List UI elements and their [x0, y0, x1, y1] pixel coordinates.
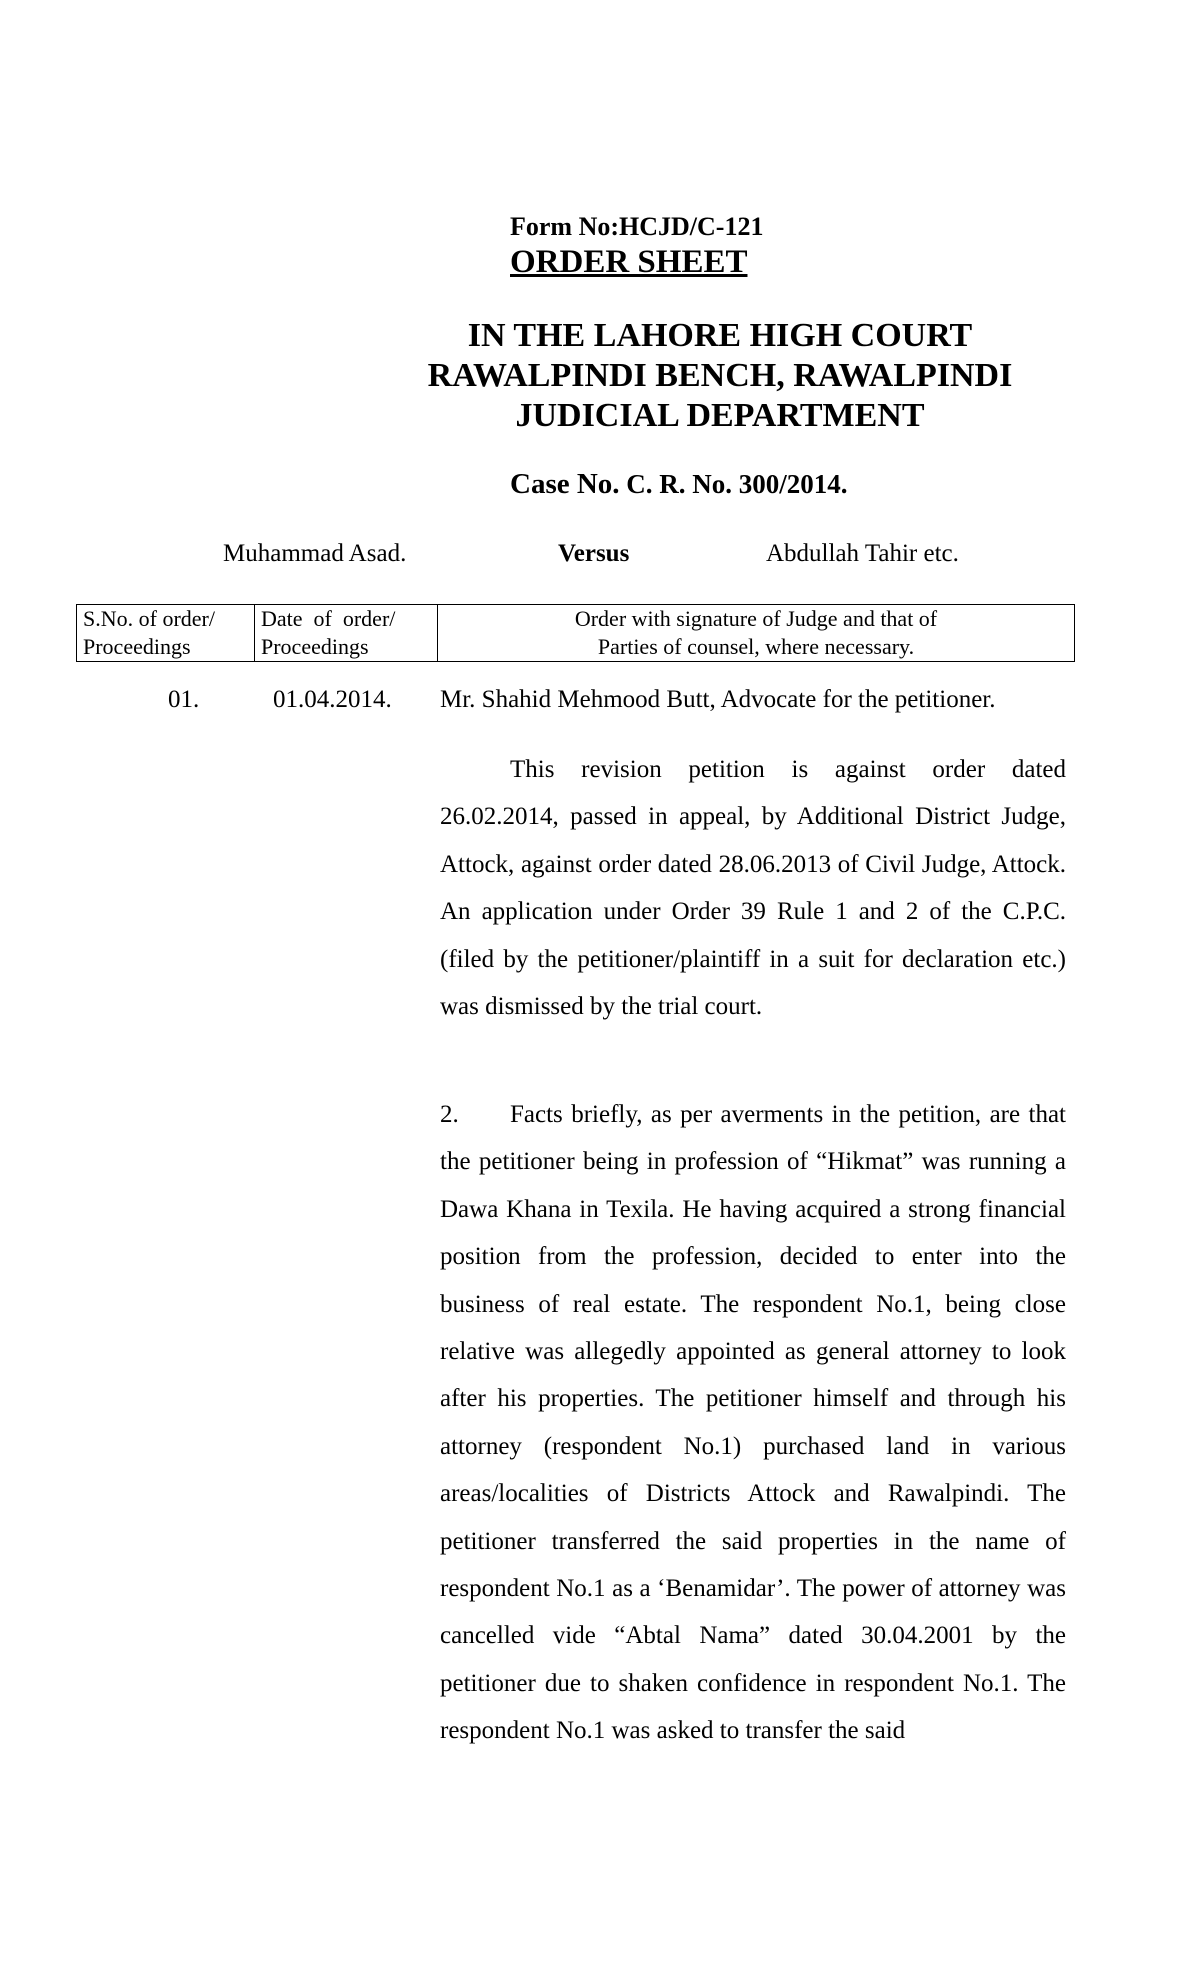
case-number-label: Case No. [510, 468, 620, 500]
versus-label: Versus [558, 540, 630, 567]
entry-serial-number: 01. [168, 686, 200, 713]
form-number: Form No:HCJD/C-121 [510, 212, 764, 241]
court-name-line-3: JUDICIAL DEPARTMENT [515, 397, 925, 434]
header-serial-line-2: Proceedings [83, 634, 191, 659]
header-date-line-2: Proceedings [261, 634, 369, 659]
paragraph-2-text: Facts briefly, as per averments in the petition, are that the petitioner being in profession of “Hikmat” was running a Dawa Khana in Texila. He having acquired a strong financial position from the profession, decided to enter into the business of real estate. The respondent No.1, being close relative was allegedly appointed as general attorney to look after his properties. The petitioner himself and through his attorney (respondent No.1) purchased land in various areas/localities of Districts Attock and Rawalpindi. The petitioner transferred the said properties in the name of respondent No.1 as a ‘Benamidar’. The power of attorney was cancelled vide “Abtal Nama” dated 30.04.2001 by the petitioner due to shaken confidence in respondent No.1. The respondent No.1 was asked to transfer the said [440, 1101, 1066, 1745]
header-serial-number [77, 605, 255, 662]
entry-appearance: Mr. Shahid Mehmood Butt, Advocate for the petitioner. [440, 686, 996, 713]
header-order-line-1: Order with signature of Judge and that of [574, 606, 938, 631]
header-serial-line-1: S.No. of order/ [83, 606, 215, 631]
paragraph-2-number: 2. [440, 1101, 459, 1128]
header-order-line-2: Parties of counsel, where necessary. [597, 634, 915, 659]
respondent-name: Abdullah Tahir etc. [766, 540, 959, 567]
header-date [255, 605, 438, 662]
order-paragraph-1: This revision petition is against order dated 26.02.2014, passed in appeal, by Additional District Judge, Attock, against order dated 28.06.2013 of Civil Judge, Attock. An application under Order 39 Rule 1 and 2 of the C.P.C. (filed by the petitioner/plaintiff in a suit for declaration etc.) was dismissed by the trial court. [440, 756, 1066, 1021]
order-table-header [76, 604, 1075, 662]
document-title: ORDER SHEET [510, 244, 748, 280]
case-number-value: C. R. No. 300/2014. [626, 469, 848, 499]
petitioner-name: Muhammad Asad. [223, 540, 407, 567]
court-name-line-2: RAWALPINDI BENCH, RAWALPINDI [427, 357, 1013, 394]
case-number [510, 468, 848, 501]
header-order [438, 605, 1075, 662]
court-name-line-1: IN THE LAHORE HIGH COURT [467, 317, 973, 354]
entry-date: 01.04.2014. [273, 686, 392, 713]
order-paragraph-2 [440, 1091, 1066, 1755]
header-date-line-1: Date of order/ [261, 606, 396, 631]
